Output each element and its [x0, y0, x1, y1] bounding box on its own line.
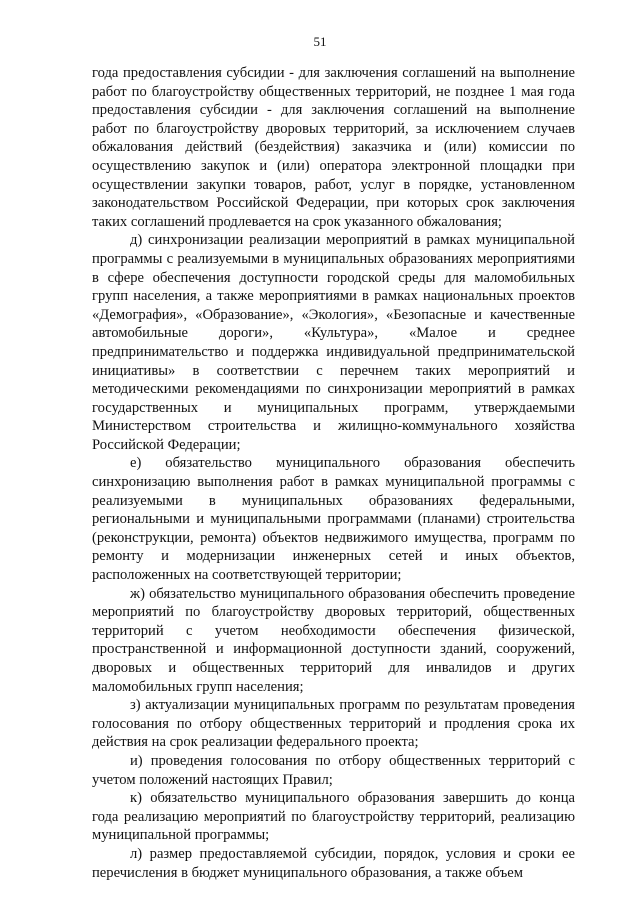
- paragraph-zh: ж) обязательство муниципального образования обеспечить проведение мероприятий по благоустройству дворовых территорий, общественных территорий с учетом необходимости обеспечения физической, пространственной и информационной доступности зданий, сооружений, дворовых и общественных территорий для инвалидов и других маломобильных групп населения;: [92, 585, 575, 695]
- paragraph-d: д) синхронизации реализации мероприятий в рамках муниципальной программы с реализуемыми в муниципальных образованиях мероприятиями в сфере обеспечения доступности городской среды для маломобильных групп населения, а также мероприятиями в рамках национальных проектов «Демография», «Образование», «Экология», «Безопасные и качественные автомобильные дороги», «Культура», «Малое и среднее предпринимательство и поддержка индивидуальной предпринимательской инициативы» в соответствии с перечнем таких мероприятий и методическими рекомендациями по синхронизации мероприятий в рамках государственных и муниципальных программ, утверждаемыми Министерством строительства и жилищно-коммунального хозяйства Российской Федерации;: [92, 232, 575, 453]
- paragraph-z: з) актуализации муниципальных программ по результатам проведения голосования по отбору общественных территорий и продления срока их действия на срок реализации федерального проекта;: [92, 697, 575, 751]
- paragraph-continuation: года предоставления субсидии - для заключения соглашений на выполнение работ по благоустройству общественных территорий, не позднее 1 мая года предоставления субсидии - для заключения соглашений на выполнение работ по благоустройству дворовых территорий, за исключением случаев обжалования действий (бездействия) заказчика и (или) комиссии по осуществлению закупок и (или) оператора электронной площадки при осуществлении закупки товаров, работ, услуг в порядке, установленном законодательством Российской Федерации, при которых срок заключения таких соглашений продлевается на срок указанного обжалования;: [92, 65, 575, 230]
- document-body: [92, 64, 575, 882]
- paragraph-i: и) проведения голосования по отбору общественных территорий с учетом положений настоящих Правил;: [92, 752, 575, 788]
- paragraph-k: к) обязательство муниципального образования завершить до конца года реализацию мероприятий по благоустройству территорий, реализацию муниципальной программы;: [92, 790, 575, 844]
- paragraph-e: е) обязательство муниципального образования обеспечить синхронизацию выполнения работ в рамках муниципальной программы с реализуемыми в муниципальных образованиях федеральными, региональными и муниципальными программами (планами) строительства (реконструкции, ремонта) объектов недвижимого имущества, программ по ремонту и модернизации инженерных сетей и иных объектов, расположенных на соответствующей территории;: [92, 455, 575, 584]
- page-number: 51: [313, 34, 327, 49]
- paragraph-l: л) размер предоставляемой субсидии, порядок, условия и сроки ее перечисления в бюджет муниципального образования, а также объем: [92, 845, 575, 881]
